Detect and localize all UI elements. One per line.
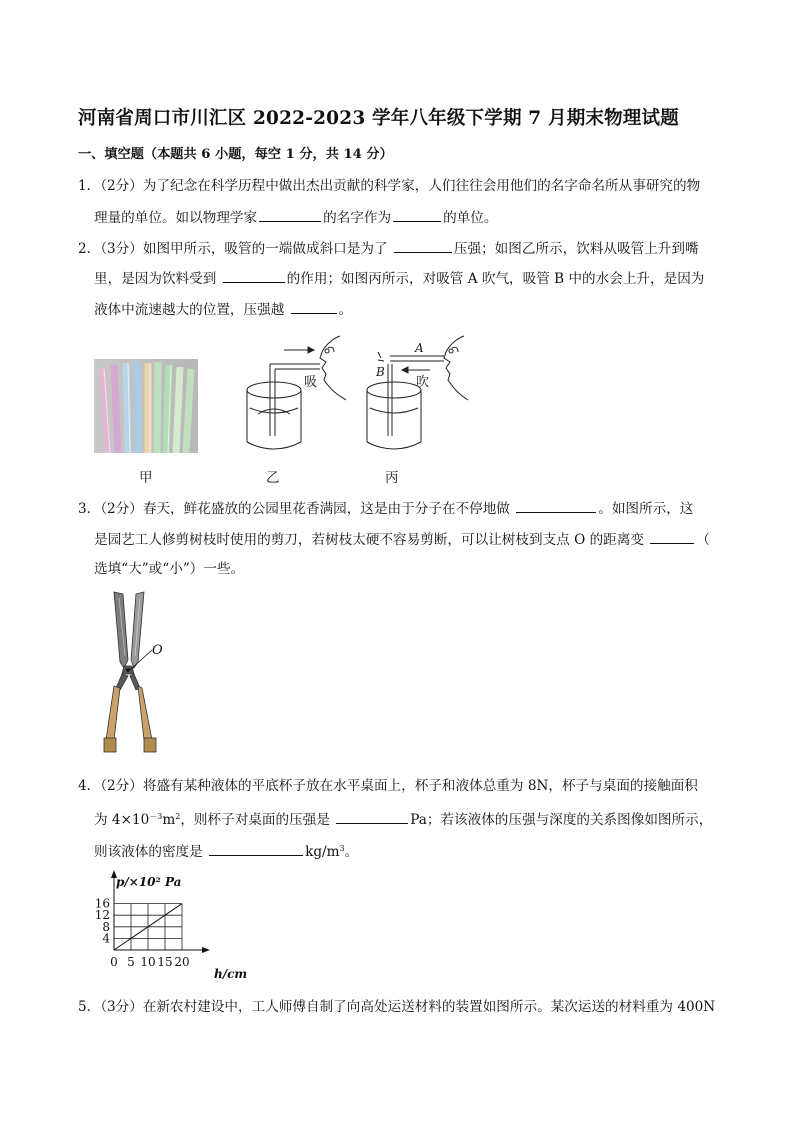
q2-line-2: 里，是因为饮料受到 的作用；如图丙所示，对吸管 A 吹气，吸管 B 中的水会上升，是因为 (94, 268, 704, 288)
q4-line-3: 则该液体的密度是 $kg/m^3$。 (94, 840, 358, 861)
y-tick-label: 16 (94, 896, 110, 911)
x-axis-arrow (202, 947, 210, 953)
answer-blank[interactable] (209, 841, 303, 856)
answer-blank[interactable] (393, 207, 441, 222)
blowing-diagram (364, 334, 474, 459)
chui-label: 吹 (416, 375, 430, 390)
q3-line-2: 是园艺工人修剪树枝时使用的剪刀，若树枝太硬不容易剪断，可以让树枝到支点 O 的距离变 （ (94, 529, 710, 549)
page-title: 河南省周口市川汇区 2022-2023 学年八年级下学期 7 月期末物理试题 (78, 108, 679, 129)
q3-line-1: 3．（2分）春天，鲜花盛放的公园里花香满园，这是由于分子在不停地做 。如图所示，这 (78, 498, 693, 518)
answer-blank[interactable] (650, 529, 694, 544)
figure-caption-bing: 丙 (385, 470, 399, 486)
answer-blank[interactable] (516, 498, 596, 513)
q4-line-1: 4．（2分）将盛有某种液体的平底杯子放在水平桌面上，杯子和液体总重为 8N，杯子与桌面的接触面积 (78, 778, 698, 794)
figure-caption-jia: 甲 (139, 470, 153, 486)
figure-caption-yi: 乙 (266, 470, 280, 486)
q4-line-2: 为 $4\times 10^{-3}m^2$，则杯子对桌面的压强是 Pa；若该液体的压强与深度的关系图像如图所示， (94, 808, 712, 829)
y-tick-label: 12 (94, 908, 110, 923)
q2-line-3: 液体中流速越大的位置，压强越 。 (94, 299, 352, 319)
answer-blank[interactable] (291, 299, 337, 314)
pivot-o-label: O (152, 643, 163, 658)
q1-line-1: 1．（2分）为了纪念在科学历程中做出杰出贡献的科学家，人们往往会用他们的名字命名所从事研究的物 (78, 178, 701, 194)
pruning-shears-image (92, 590, 172, 762)
x-tick-label: 20 (174, 955, 190, 969)
xi-label: 吸 (304, 375, 318, 390)
q5-line-1: 5．（3分）在新农村建设中，工人师傅自制了向高处运送材料的装置如图所示。某次运送的材料重为 400N (78, 999, 716, 1015)
straws-photo (94, 359, 198, 453)
suction-diagram (236, 334, 356, 459)
chart-x-axis-label: h/cm (214, 967, 248, 981)
x-tick-label: 10 (140, 955, 156, 969)
q3-line-3: 选填“大”或“小”）一些。 (94, 561, 245, 577)
label-a: A (415, 341, 424, 355)
section-heading: 一、填空题（本题共 6 小题，每空 1 分，共 14 分） (78, 147, 393, 162)
answer-blank[interactable] (223, 268, 285, 283)
chart-tick-labels (95, 897, 190, 969)
label-b: B (376, 365, 385, 379)
answer-blank[interactable] (336, 809, 408, 824)
q1-line-2: 理量的单位。如以物理学家 的名字作为 的单位。 (94, 207, 497, 227)
answer-blank[interactable] (394, 238, 452, 253)
y-tick-label: 4 (102, 931, 110, 946)
x-tick-label: 0 (110, 955, 118, 969)
answer-blank[interactable] (259, 207, 321, 222)
q2-line-1: 2．（3分）如图甲所示，吸管的一端做成斜口是为了 压强；如图乙所示，饮料从吸管上升到嘴 (78, 238, 699, 258)
x-tick-label: 5 (127, 955, 135, 969)
pressure-depth-chart (88, 866, 258, 984)
chart-y-axis-label: p/×10² Pa (116, 875, 182, 889)
x-tick-label: 15 (157, 955, 173, 969)
y-tick-label: 8 (102, 919, 110, 934)
